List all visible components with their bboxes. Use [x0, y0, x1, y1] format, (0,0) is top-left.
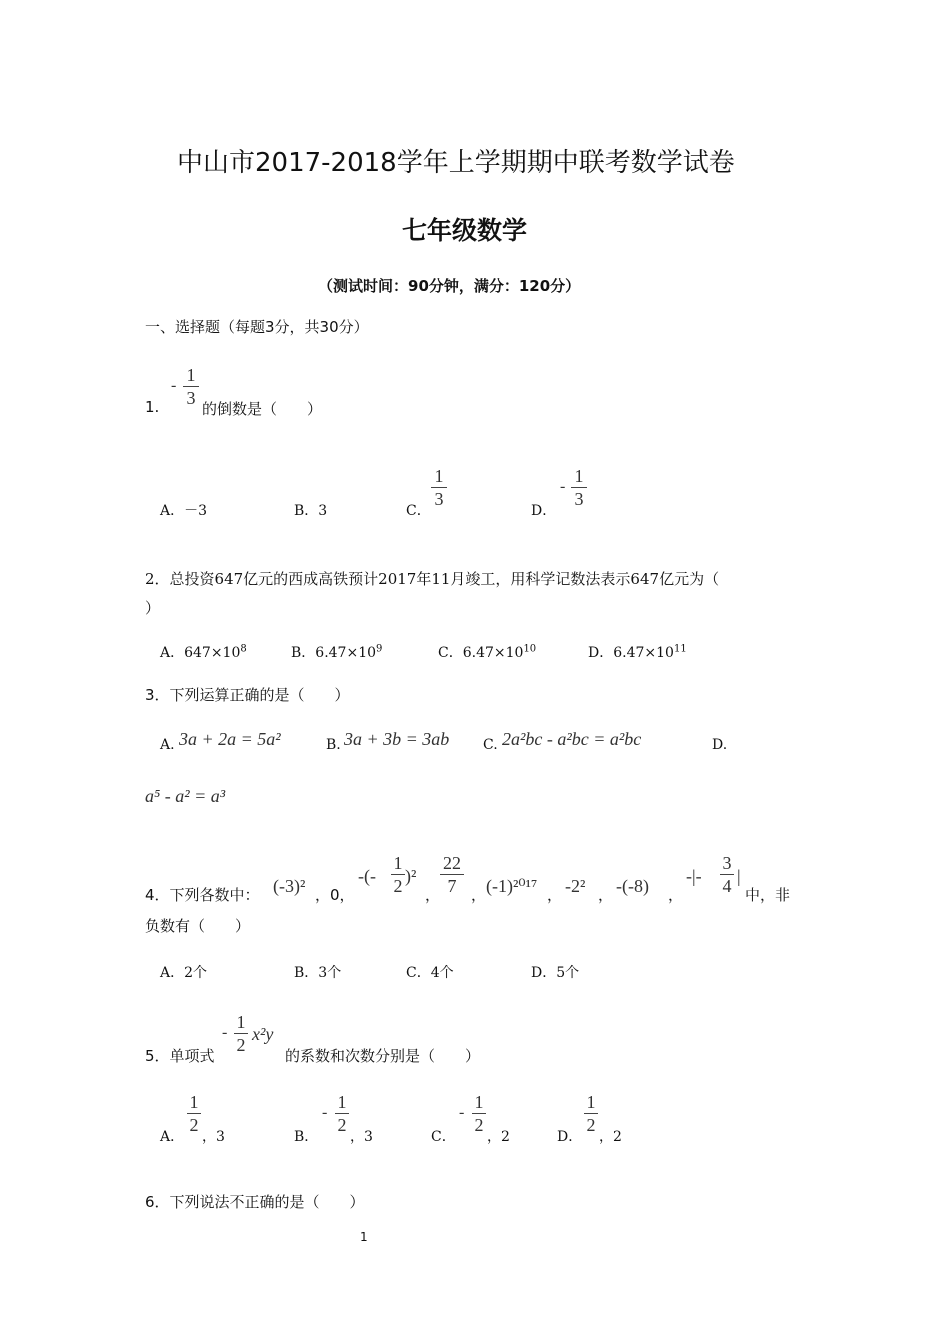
q5-option-d-label: D． — [557, 1129, 583, 1145]
q1-text: 的倒数是（ ） — [202, 400, 323, 418]
q4-option-c: C．4个 — [406, 965, 454, 981]
q5-option-c-tail: ，2 — [487, 1129, 510, 1145]
q5-text: 的系数和次数分别是（ ） — [285, 1047, 481, 1065]
q5-lead: 5．单项式 — [145, 1047, 215, 1065]
section-heading: 一、选择题（每题3分，共30分） — [145, 318, 369, 336]
q4-number-1: (-3)² — [273, 876, 306, 896]
q5-option-b-label: B． — [294, 1129, 319, 1145]
q1-option-c-label: C． — [406, 503, 431, 519]
q4-number-7-fraction: 3 4 — [720, 854, 734, 895]
q4-sep-1: ，0， — [315, 886, 355, 904]
q1-option-d-minus: - — [560, 478, 566, 495]
q5-option-a-tail: ，3 — [202, 1129, 225, 1145]
q5-variable: x²y — [252, 1024, 274, 1044]
q5-option-b-fraction: 1 2 — [335, 1093, 349, 1134]
q4-number-3-fraction: 22 7 — [440, 854, 464, 895]
page-number: 1 — [360, 1230, 368, 1244]
q4-number-4: (-1)²⁰¹⁷ — [486, 876, 538, 896]
q4-number-6: -(-8) — [616, 876, 649, 896]
q6-text: 6．下列说法不正确的是（ ） — [145, 1193, 365, 1211]
q1-minus: - — [171, 377, 177, 394]
q1-option-a: A．－3 — [160, 503, 208, 519]
q2-text: 2．总投资647亿元的西成高铁预计2017年11月竣工，用科学记数法表示647亿元为（ — [145, 570, 720, 588]
exam-meta: （测试时间：90分钟，满分：120分） — [318, 277, 581, 295]
q1-option-d-label: D． — [531, 503, 557, 519]
q5-option-c-minus: - — [459, 1104, 465, 1121]
q4-number-5: -2² — [565, 876, 586, 896]
q4-option-b: B．3个 — [294, 965, 342, 981]
q5-option-c-label: C． — [431, 1129, 456, 1145]
q2-option-a: A．$647\times 10^8$ — [160, 643, 247, 661]
q5-option-a-fraction: 1 2 — [187, 1093, 201, 1134]
q5-option-d-tail: ，2 — [599, 1129, 622, 1145]
q3-option-d-expr: a⁵ - a² = a³ — [145, 786, 226, 806]
q3-option-c-expr: 2a²bc - a²bc = a²bc — [502, 729, 642, 749]
q2-option-b: B．$6.47\times 10^9$ — [291, 643, 383, 661]
q5-option-b-minus: - — [322, 1104, 328, 1121]
q3-option-a-expr: 3a + 2a = 5a² — [179, 729, 281, 749]
q3-option-b-expr: 3a + 3b = 3ab — [344, 729, 450, 749]
q5-option-a-label: A． — [160, 1129, 185, 1145]
q4-option-d: D．5个 — [531, 965, 580, 981]
q4-number-7-prefix: -|- — [686, 866, 702, 886]
q4-lead: 4．下列各数中： — [145, 886, 260, 904]
q1-option-c-fraction: 1 3 — [431, 467, 447, 508]
q5-minus: - — [222, 1024, 228, 1041]
q4-number-2-suffix: )² — [405, 866, 417, 886]
q3-option-d-label: D. — [712, 737, 728, 753]
exam-subtitle: 七年级数学 — [402, 216, 528, 245]
q5-option-b-tail: ，3 — [350, 1129, 373, 1145]
q1-option-b: B．3 — [294, 503, 328, 519]
q3-text: 3．下列运算正确的是（ ） — [145, 686, 350, 704]
q4-sep-4: ， — [547, 886, 563, 904]
exam-title: 中山市2017-2018学年上学期期中联考数学试卷 — [177, 148, 735, 178]
q4-sep-6: ， — [668, 886, 684, 904]
q4-number-2-fraction: 1 2 — [391, 854, 405, 895]
q3-option-a-label: A. — [160, 737, 175, 753]
q4-sep-2: ， — [425, 886, 441, 904]
q4-option-a: A．2个 — [160, 965, 208, 981]
q4-sep-5: ， — [598, 886, 614, 904]
q4-line-2: 负数有（ ） — [145, 917, 251, 935]
q5-option-d-fraction: 1 2 — [584, 1093, 598, 1134]
q1-fraction: 1 3 — [183, 366, 199, 407]
q4-tail: 中，非 — [745, 886, 791, 904]
q3-option-b-label: B. — [326, 737, 341, 753]
q2-option-d: D．$6.47\times 10^{11}$ — [588, 643, 687, 661]
q2-option-c: C．$6.47\times 10^{10}$ — [438, 643, 537, 661]
q4-number-7-suffix: | — [737, 866, 741, 886]
q3-option-c-label: C. — [483, 737, 498, 753]
q5-fraction: 1 2 — [234, 1013, 248, 1054]
q1-option-d-fraction: 1 3 — [571, 467, 587, 508]
q4-number-2-prefix: -(- — [358, 866, 376, 886]
q4-sep-3: ， — [471, 886, 487, 904]
q2-text-cont: ） — [145, 599, 161, 617]
q5-option-c-fraction: 1 2 — [472, 1093, 486, 1134]
q1-number: 1. — [145, 398, 160, 416]
